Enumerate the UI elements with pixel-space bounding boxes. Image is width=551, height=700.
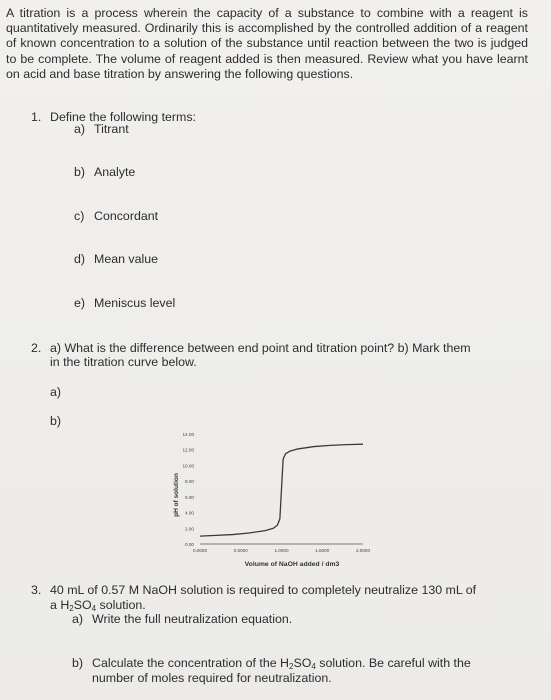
part-label: a) [72,612,84,626]
x-axis-label: Volume of NaOH added / dm3 [244,561,340,568]
term-label: e) [74,296,86,310]
y-tick-label: 4.00 [185,510,194,516]
y-tick-label: 0.00 [185,542,194,547]
part-text: solution. Be careful with the [315,656,471,670]
intro-paragraph: A titration is a process wherein the capacity of a substance to combine with a reagent is quantitatively measured. Ordinarily this is accomplished by the controlled addition of a reagent of known concentration to a solution of the substance until reaction between the two is judged to be complete. The volume of reagent added is then measured. Review what you have learnt on acid and base titration by answering the following questions. [6,6,528,81]
subscript: 2 [289,662,294,671]
question-3-line-1: 40 mL of 0.57 M NaOH solution is required to completely neutralize 130 mL of [50,583,477,597]
part-text: SO [293,656,312,670]
y-tick-label: 2.00 [185,526,194,532]
term-mean-value [74,252,158,266]
term-analyte [74,165,135,179]
term-label: a) [74,122,86,136]
q3-text: solution. [96,598,146,612]
term-text: Mean value [94,252,159,266]
y-axis-label: pH of solution [173,473,180,517]
question-2-line-2: in the titration curve below. [50,355,197,369]
question-1-number: 1. [31,110,42,124]
term-text: Titrant [94,122,129,136]
part-text: Write the full neutralization equation. [92,612,293,626]
question-2-part-a: a) [50,385,62,399]
y-tick-label: 10.00 [182,463,194,469]
term-label: d) [74,252,86,266]
x-tick-label: 1.0000 [274,548,289,553]
term-text: Meniscus level [94,296,176,310]
subscript: 2 [69,604,74,613]
q3-text: SO [73,598,92,612]
x-tick-label: 0.0000 [192,548,208,553]
chart-svg [160,420,370,575]
term-meniscus-level [74,296,175,310]
y-tick-label: 6.00 [185,494,194,500]
y-tick-label: 14.00 [182,432,194,437]
term-text: Analyte [94,165,136,179]
question-2-part-b: b) [50,414,62,428]
term-label: c) [74,209,85,223]
chart-ticks [183,432,371,553]
question-3-part-b-line-1 [72,656,471,671]
question-3-part-a [72,612,292,626]
term-titrant [74,122,129,136]
titration-curve-chart [160,420,370,575]
question-3-number: 3. [31,583,42,597]
question-1-prompt: Define the following terms: [50,110,197,124]
term-concordant [74,209,158,223]
y-tick-label: 8.00 [185,479,194,485]
x-tick-label: 1.5000 [315,548,330,553]
q3-text: a H [50,598,70,612]
term-label: b) [74,165,86,179]
titration-curve-line [200,444,363,536]
part-text: Calculate the concentration of the H [92,656,289,670]
y-tick-label: 12.00 [182,447,194,453]
subscript: 4 [311,662,316,671]
x-tick-label: 0.5000 [233,548,248,553]
x-tick-label: 2.0000 [355,548,371,553]
question-2-number: 2. [31,341,42,355]
part-label: b) [72,656,84,670]
term-text: Concordant [94,209,159,223]
question-2-line-1: a) What is the difference between end point and titration point? b) Mark them [50,341,471,355]
chart-series [200,444,363,536]
question-3-part-b-line-2: number of moles required for neutralization. [92,671,332,685]
subscript: 4 [91,604,97,613]
